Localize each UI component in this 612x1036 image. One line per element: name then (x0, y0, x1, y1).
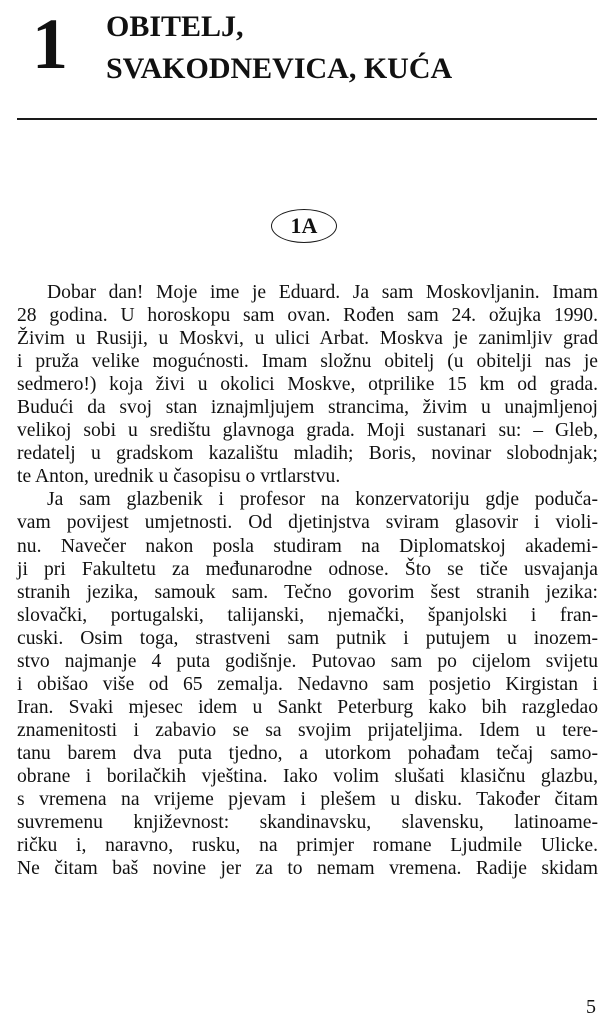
text-line: Živim u Rusiji, u Moskvi, u ulici Arbat. Moskva je zanimljiv grad (17, 328, 598, 350)
text-line: slovački, portugalski, talijanski, njemački, španjolski i fran- (17, 604, 598, 626)
text-line: obrane i borilačkih vještina. Iako volim slušati klasičnu glazbu, (17, 765, 598, 787)
page-number: 5 (586, 996, 596, 1018)
text-line: Ne čitam baš novine jer za to nemam vremena. Radije skidam (17, 858, 598, 880)
text-line: i obišao više od 65 zemalja. Nedavno sam posjetio Kirgistan i (17, 673, 598, 695)
header-divider (17, 118, 597, 120)
text-line: Dobar dan! Moje ime je Eduard. Ja sam Moskovljanin. Imam (47, 282, 598, 303)
text-line: nu. Navečer nakon posla studiram na Diplomatskoj akademi- (17, 535, 598, 557)
chapter-title (106, 6, 452, 90)
text-line: znamenitosti i zabavio se sa svojim prijateljima. Idem u tere- (17, 719, 598, 741)
text-line: stvo najmanje 4 puta godišnje. Putovao sam po cijelom svijetu (17, 650, 598, 672)
text-line: i pruža velike mogućnosti. Imam složnu obitelj (u obitelji nas je (17, 351, 598, 373)
text-line: vam povijest umjetnosti. Od djetinjstva sviram glasovir i violi- (17, 512, 598, 534)
text-line: tanu barem dva puta tjedno, a utorkom pohađam tečaj samo- (17, 742, 598, 764)
body-text (17, 281, 598, 880)
text-line: cuski. Osim toga, strastveni sam putnik i putujem u inozem- (17, 627, 598, 649)
section-badge: 1A (271, 209, 337, 243)
text-line: Iran. Svaki mjesec idem u Sankt Peterburg kako bih razgledao (17, 696, 598, 718)
text-line: ričku i, naravno, rusku, na primjer romane Ljudmile Ulicke. (17, 835, 598, 857)
text-line: sedmero!) koja živi u okolici Moskve, otprilike 15 km od grada. (17, 374, 598, 396)
chapter-title-line-2: SVAKODNEVICA, KUĆA (106, 52, 453, 85)
text-line: te Anton, urednik u časopisu o vrtlarstvu. (17, 466, 341, 488)
text-line: stranih jezika, samouk sam. Tečno govorim šest stranih jezika: (17, 581, 598, 603)
chapter-title-line-1: OBITELJ, (106, 10, 244, 43)
text-line: Budući da svoj stan iznajmljujem strancima, živim u unajmljenoj (17, 397, 598, 419)
text-line: redatelj u gradskom kazalištu mladih; Boris, novinar slobodnjak; (17, 443, 598, 465)
chapter-number: 1 (32, 4, 68, 84)
text-line: Ja sam glazbenik i profesor na konzervatoriju gdje poduča- (47, 489, 598, 511)
text-line: 28 godina. U horoskopu sam ovan. Rođen sam 24. ožujka 1990. (17, 305, 598, 327)
text-line: s vremena na vrijeme pjevam i plešem u disku. Također čitam (17, 789, 598, 811)
text-line: velikoj sobi u središtu glavnoga grada. Moji sustanari su: – Gleb, (17, 420, 598, 442)
text-line: ji pri Fakultetu za međunarodne odnose. Što se tiče usvajanja (17, 558, 598, 580)
text-line: suvremenu književnost: skandinavsku, slavensku, latinoame- (17, 812, 598, 834)
